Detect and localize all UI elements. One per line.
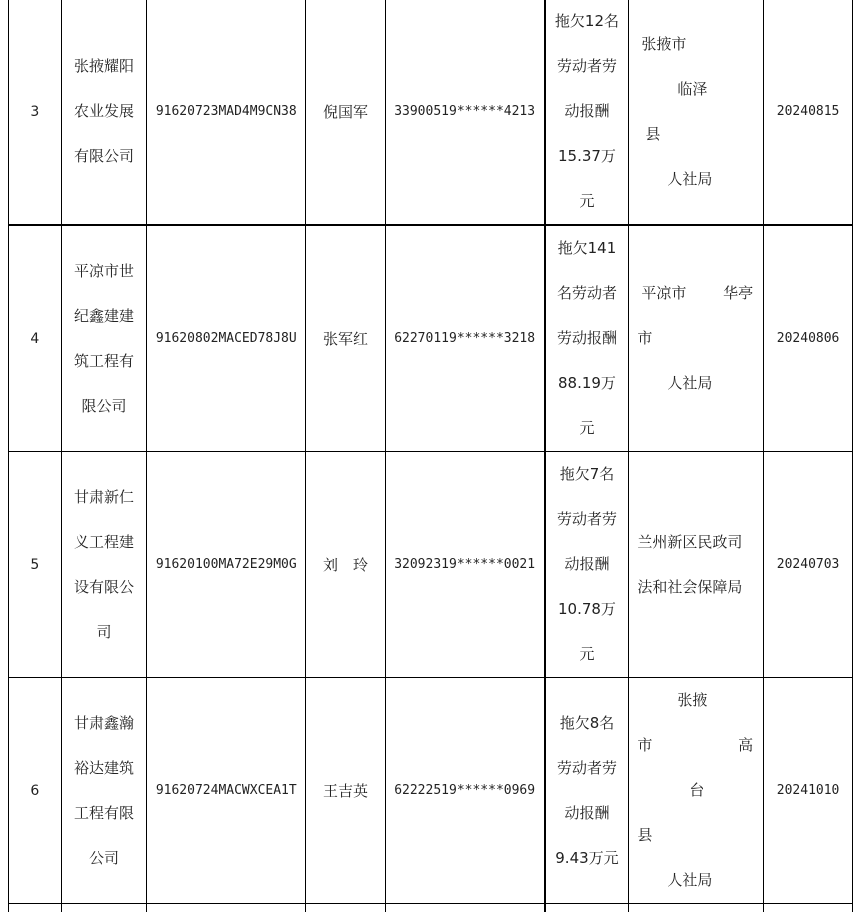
legal-person: 倪国军 <box>306 0 386 225</box>
decision-date: 20240703 <box>764 452 853 678</box>
partial-cell <box>9 904 62 912</box>
violation-detail: 拖欠7名 劳动者劳 动报酬 10.78万 元 <box>545 452 629 678</box>
row-index: 3 <box>9 0 62 225</box>
decision-date: 20241010 <box>764 678 853 904</box>
company-name: 甘肃鑫瀚 裕达建筑 工程有限 公司 <box>61 678 147 904</box>
table-row <box>9 0 853 225</box>
partial-cell <box>61 904 147 912</box>
credit-code: 91620802MACED78J8U <box>147 225 306 452</box>
partial-cell <box>147 904 306 912</box>
authority: 张掖市 临泽 县 人社局 <box>629 0 764 225</box>
table-row-partial <box>9 904 853 912</box>
legal-person: 刘 玲 <box>306 452 386 678</box>
company-name: 平凉市世 纪鑫建建 筑工程有 限公司 <box>61 225 147 452</box>
violation-detail: 拖欠8名 劳动者劳 动报酬 9.43万元 <box>545 678 629 904</box>
credit-code: 91620100MA72E29M0G <box>147 452 306 678</box>
row-index: 4 <box>9 225 62 452</box>
partial-cell <box>306 904 386 912</box>
table-row <box>9 225 853 452</box>
authority: 张掖 市 高 台 县 人社局 <box>629 678 764 904</box>
id-number: 62270119******3218 <box>385 225 544 452</box>
company-name: 张掖耀阳 农业发展 有限公司 <box>61 0 147 225</box>
authority: 平凉市 华亭 市 人社局 <box>629 225 764 452</box>
company-name: 甘肃新仁 义工程建 设有限公 司 <box>61 452 147 678</box>
partial-cell <box>629 904 764 912</box>
credit-code: 91620723MAD4M9CN38 <box>147 0 306 225</box>
credit-code: 91620724MACWXCEA1T <box>147 678 306 904</box>
id-number: 62222519******0969 <box>385 678 544 904</box>
row-index: 5 <box>9 452 62 678</box>
id-number: 33900519******4213 <box>385 0 544 225</box>
blacklist-table <box>8 0 853 912</box>
decision-date: 20240815 <box>764 0 853 225</box>
violation-detail: 拖欠12名 劳动者劳 动报酬 15.37万 元 <box>545 0 629 225</box>
decision-date: 20240806 <box>764 225 853 452</box>
id-number: 32092319******0021 <box>385 452 544 678</box>
partial-cell <box>545 904 629 912</box>
table-row <box>9 452 853 678</box>
table-row <box>9 678 853 904</box>
partial-cell <box>764 904 853 912</box>
legal-person: 张军红 <box>306 225 386 452</box>
authority: 兰州新区民政司 法和社会保障局 <box>629 452 764 678</box>
row-index: 6 <box>9 678 62 904</box>
violation-detail: 拖欠141 名劳动者 劳动报酬 88.19万 元 <box>545 225 629 452</box>
partial-cell <box>385 904 544 912</box>
legal-person: 王吉英 <box>306 678 386 904</box>
